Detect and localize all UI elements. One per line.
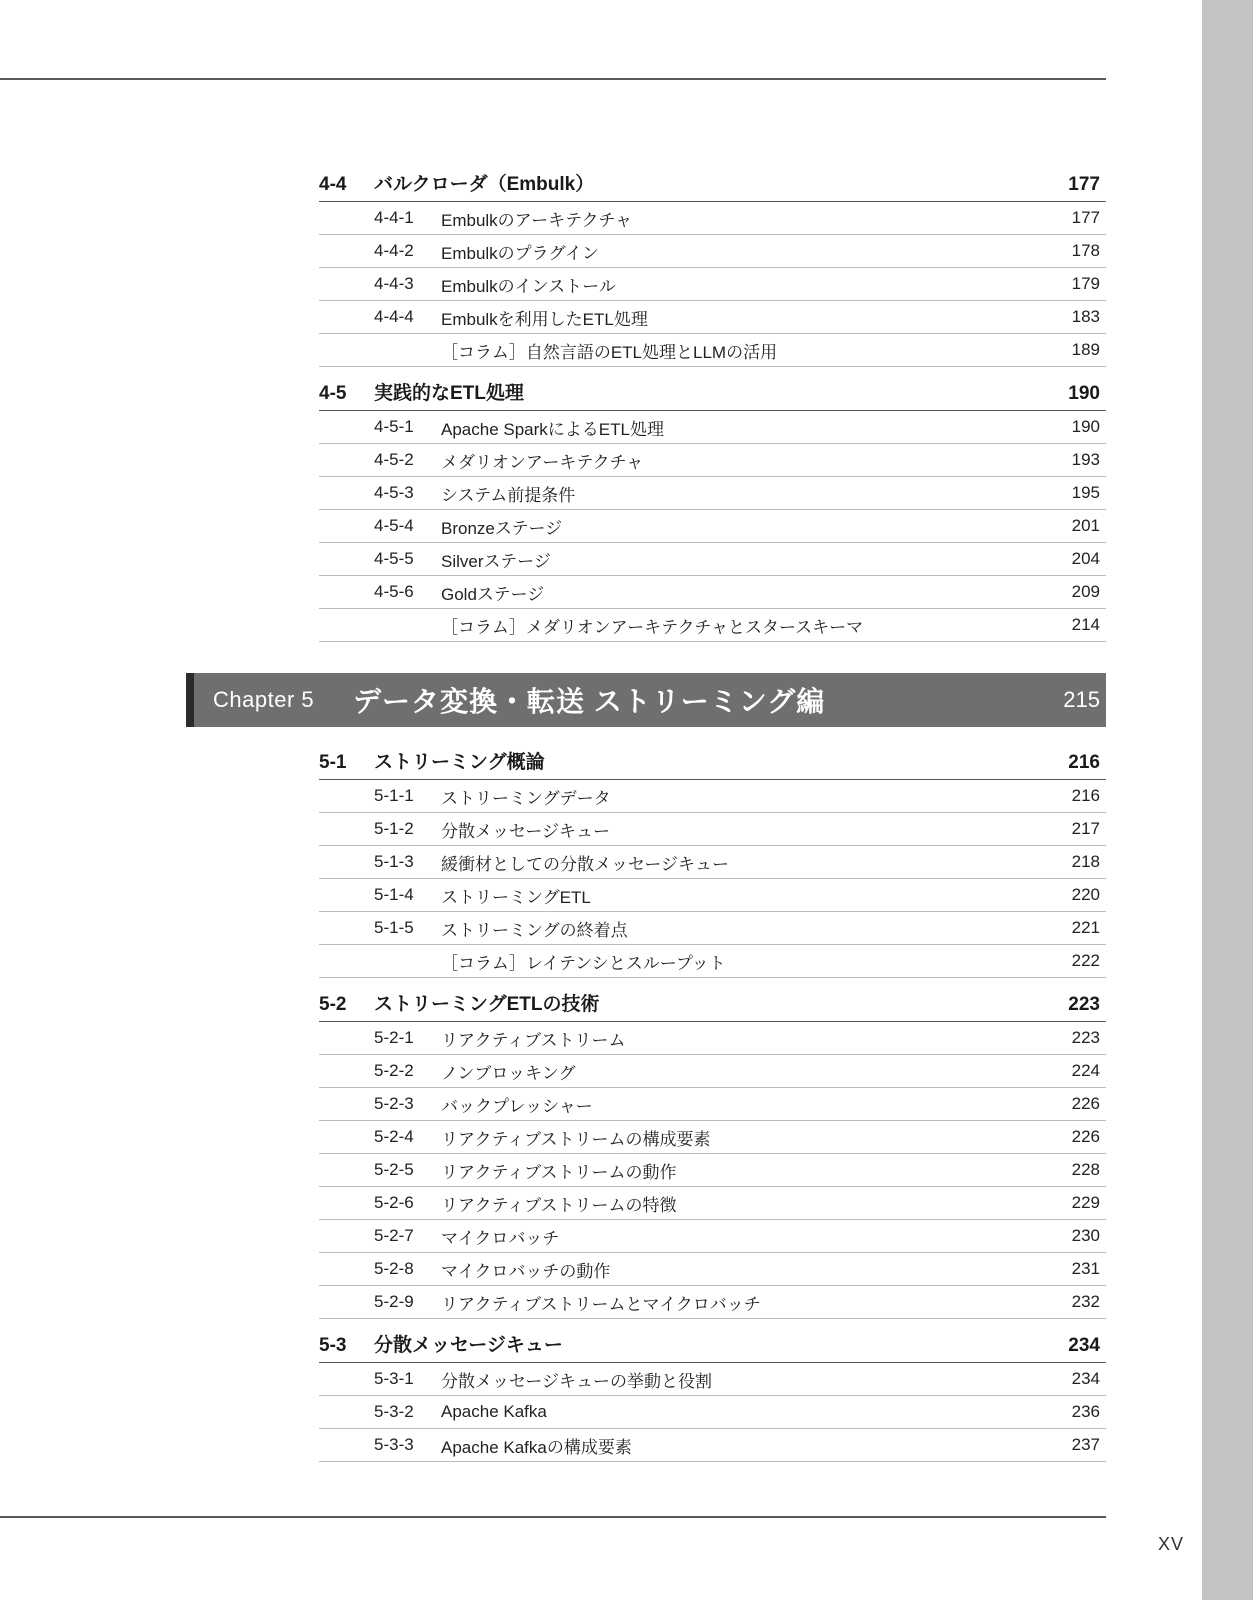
entry-number: 5-2-5 — [374, 1160, 414, 1179]
entry-title: 分散メッセージキューの挙動と役割 — [441, 1371, 712, 1391]
section-title: ストリーミング概論 — [374, 752, 545, 773]
entry-title: ［コラム］レイテンシとスループット — [441, 953, 726, 973]
entry-page: 223 — [1071, 1028, 1100, 1047]
toc-entry[interactable] — [319, 1429, 1106, 1462]
entry-title: リアクティブストリームの動作 — [441, 1162, 677, 1182]
section-heading[interactable] — [319, 1327, 1106, 1363]
entry-number: 5-2-1 — [374, 1028, 414, 1047]
entry-page: 179 — [1071, 274, 1100, 293]
entry-page: 177 — [1071, 208, 1100, 227]
toc-entry[interactable] — [319, 1286, 1106, 1319]
entry-number: 5-3-1 — [374, 1369, 414, 1388]
toc-entry[interactable] — [319, 1187, 1106, 1220]
section-heading[interactable] — [319, 986, 1106, 1022]
section-heading[interactable] — [319, 744, 1106, 780]
toc-entry[interactable] — [319, 912, 1106, 945]
entry-page: 190 — [1071, 417, 1100, 436]
section-title: 実践的なETL処理 — [374, 383, 524, 404]
entry-page: 209 — [1071, 582, 1100, 601]
entry-number: 5-2-7 — [374, 1226, 414, 1245]
entry-page: 201 — [1071, 516, 1100, 535]
entry-page: 236 — [1071, 1402, 1100, 1421]
entry-number: 4-5-5 — [374, 549, 414, 568]
entry-number: 4-5-2 — [374, 450, 414, 469]
toc-entry[interactable] — [319, 879, 1106, 912]
entry-title: Apache SparkによるETL処理 — [441, 419, 664, 439]
entry-title: Embulkのアーキテクチャ — [441, 210, 632, 230]
toc-entry[interactable] — [319, 1253, 1106, 1286]
toc-entry[interactable] — [319, 576, 1106, 609]
chapter-page: 215 — [1063, 687, 1100, 712]
toc-entry[interactable] — [319, 202, 1106, 235]
section-page: 177 — [1068, 174, 1100, 195]
entry-title: Apache Kafkaの構成要素 — [441, 1437, 632, 1457]
section-number: 5-1 — [319, 752, 347, 773]
entry-page: 214 — [1071, 615, 1100, 634]
entry-page: 234 — [1071, 1369, 1100, 1388]
toc-entry[interactable] — [319, 235, 1106, 268]
toc-entry[interactable] — [319, 1154, 1106, 1187]
entry-page: 204 — [1071, 549, 1100, 568]
toc-entry[interactable] — [319, 1396, 1106, 1429]
entry-title: Embulkのインストール — [441, 276, 616, 296]
toc-entry[interactable] — [319, 510, 1106, 543]
entry-number: 4-4-2 — [374, 241, 414, 260]
entry-title: ストリーミングデータ — [441, 788, 611, 808]
entry-title: ［コラム］自然言語のETL処理とLLMの活用 — [441, 342, 778, 362]
entry-page: 228 — [1071, 1160, 1100, 1179]
entry-page: 237 — [1071, 1435, 1100, 1454]
entry-number: 5-2-6 — [374, 1193, 414, 1212]
toc-chapter4-block — [319, 166, 1106, 642]
entry-page: 221 — [1071, 918, 1100, 937]
section-title: ストリーミングETLの技術 — [374, 994, 600, 1015]
entry-page: 232 — [1071, 1292, 1100, 1311]
entry-number: 5-1-3 — [374, 852, 414, 871]
toc-column-entry[interactable] — [319, 945, 1106, 978]
entry-page: 230 — [1071, 1226, 1100, 1245]
entry-title: Goldステージ — [441, 584, 545, 604]
entry-page: 229 — [1071, 1193, 1100, 1212]
toc-entry[interactable] — [319, 477, 1106, 510]
entry-number: 5-2-2 — [374, 1061, 414, 1080]
toc-entry[interactable] — [319, 268, 1106, 301]
entry-title: マイクロバッチ — [441, 1228, 560, 1248]
section-title: バルクローダ（Embulk） — [374, 174, 595, 195]
section-heading[interactable] — [319, 166, 1106, 202]
entry-title: リアクティブストリーム — [441, 1030, 626, 1050]
section-number: 5-3 — [319, 1335, 347, 1356]
toc-column-entry[interactable] — [319, 609, 1106, 642]
section-number: 4-4 — [319, 174, 347, 195]
entry-title: Embulkのプラグイン — [441, 243, 599, 263]
toc-entry[interactable] — [319, 813, 1106, 846]
entry-title: メダリオンアーキテクチャ — [441, 452, 644, 472]
top-rule — [0, 78, 1106, 80]
entry-title: システム前提条件 — [441, 485, 576, 505]
side-band — [1202, 0, 1253, 1600]
chapter-label: Chapter 5 — [213, 687, 315, 712]
entry-title: ［コラム］メダリオンアーキテクチャとスタースキーマ — [441, 617, 864, 637]
entry-number: 5-1-5 — [374, 918, 414, 937]
entry-title: リアクティブストリームとマイクロバッチ — [441, 1294, 761, 1314]
entry-page: 231 — [1071, 1259, 1100, 1278]
section-page: 216 — [1068, 752, 1100, 773]
entry-number: 5-2-8 — [374, 1259, 414, 1278]
toc-entry[interactable] — [319, 780, 1106, 813]
entry-page: 226 — [1071, 1094, 1100, 1113]
toc-entry[interactable] — [319, 1055, 1106, 1088]
entry-number: 4-4-1 — [374, 208, 414, 227]
section-page: 234 — [1068, 1335, 1100, 1356]
chapter-title: データ変換・転送 ストリーミング編 — [353, 686, 826, 717]
entry-title: マイクロバッチの動作 — [441, 1261, 611, 1281]
entry-title: Bronzeステージ — [441, 518, 563, 538]
toc-chapter5-block — [319, 744, 1106, 1462]
entry-number: 5-2-3 — [374, 1094, 414, 1113]
entry-page: 220 — [1071, 885, 1100, 904]
toc-column-entry[interactable] — [319, 334, 1106, 367]
entry-number: 4-4-3 — [374, 274, 414, 293]
entry-page: 195 — [1071, 483, 1100, 502]
entry-title: バックプレッシャー — [441, 1096, 593, 1116]
entry-number: 5-2-9 — [374, 1292, 414, 1311]
entry-page: 189 — [1071, 340, 1100, 359]
entry-page: 216 — [1071, 786, 1100, 805]
entry-number: 5-3-2 — [374, 1402, 414, 1421]
toc-entry[interactable] — [319, 846, 1106, 879]
toc-entry[interactable] — [319, 301, 1106, 334]
entry-number: 5-2-4 — [374, 1127, 414, 1146]
entry-page: 217 — [1071, 819, 1100, 838]
toc-entry[interactable] — [319, 543, 1106, 576]
toc-entry[interactable] — [319, 444, 1106, 477]
entry-page: 222 — [1071, 951, 1100, 970]
entry-page: 226 — [1071, 1127, 1100, 1146]
section-page: 223 — [1068, 994, 1100, 1015]
entry-title: リアクティブストリームの構成要素 — [441, 1129, 711, 1149]
entry-title: Embulkを利用したETL処理 — [441, 309, 648, 329]
entry-title: ストリーミングの終着点 — [441, 920, 628, 940]
entry-title: Silverステージ — [441, 551, 551, 571]
entry-page: 218 — [1071, 852, 1100, 871]
entry-number: 4-4-4 — [374, 307, 414, 326]
entry-page: 178 — [1071, 241, 1100, 260]
bottom-rule — [0, 1516, 1106, 1518]
toc-entry[interactable] — [319, 1121, 1106, 1154]
entry-page: 193 — [1071, 450, 1100, 469]
entry-number: 5-1-1 — [374, 786, 414, 805]
entry-title: Apache Kafka — [441, 1402, 547, 1421]
entry-title: ノンブロッキング — [441, 1063, 576, 1083]
entry-page: 183 — [1071, 307, 1100, 326]
entry-number: 5-1-2 — [374, 819, 414, 838]
entry-number: 4-5-3 — [374, 483, 414, 502]
section-number: 5-2 — [319, 994, 347, 1015]
entry-title: 緩衝材としての分散メッセージキュー — [441, 854, 729, 874]
entry-number: 4-5-6 — [374, 582, 414, 601]
entry-title: リアクティブストリームの特徴 — [441, 1195, 677, 1215]
entry-title: 分散メッセージキュー — [441, 821, 610, 841]
toc-entry[interactable] — [319, 1088, 1106, 1121]
entry-title: ストリーミングETL — [441, 887, 591, 907]
toc-entry[interactable] — [319, 411, 1106, 444]
toc-entry[interactable] — [319, 1022, 1106, 1055]
section-page: 190 — [1068, 383, 1100, 404]
entry-number: 4-5-4 — [374, 516, 414, 535]
entry-page: 224 — [1071, 1061, 1100, 1080]
entry-number: 5-3-3 — [374, 1435, 414, 1454]
toc-entry[interactable] — [319, 1363, 1106, 1396]
chapter-heading-bar[interactable] — [186, 673, 1106, 727]
entry-number: 4-5-1 — [374, 417, 414, 436]
section-number: 4-5 — [319, 383, 347, 404]
toc-entry[interactable] — [319, 1220, 1106, 1253]
page-number: XV — [1158, 1534, 1185, 1554]
entry-number: 5-1-4 — [374, 885, 414, 904]
section-heading[interactable] — [319, 375, 1106, 411]
section-title: 分散メッセージキュー — [374, 1335, 563, 1356]
